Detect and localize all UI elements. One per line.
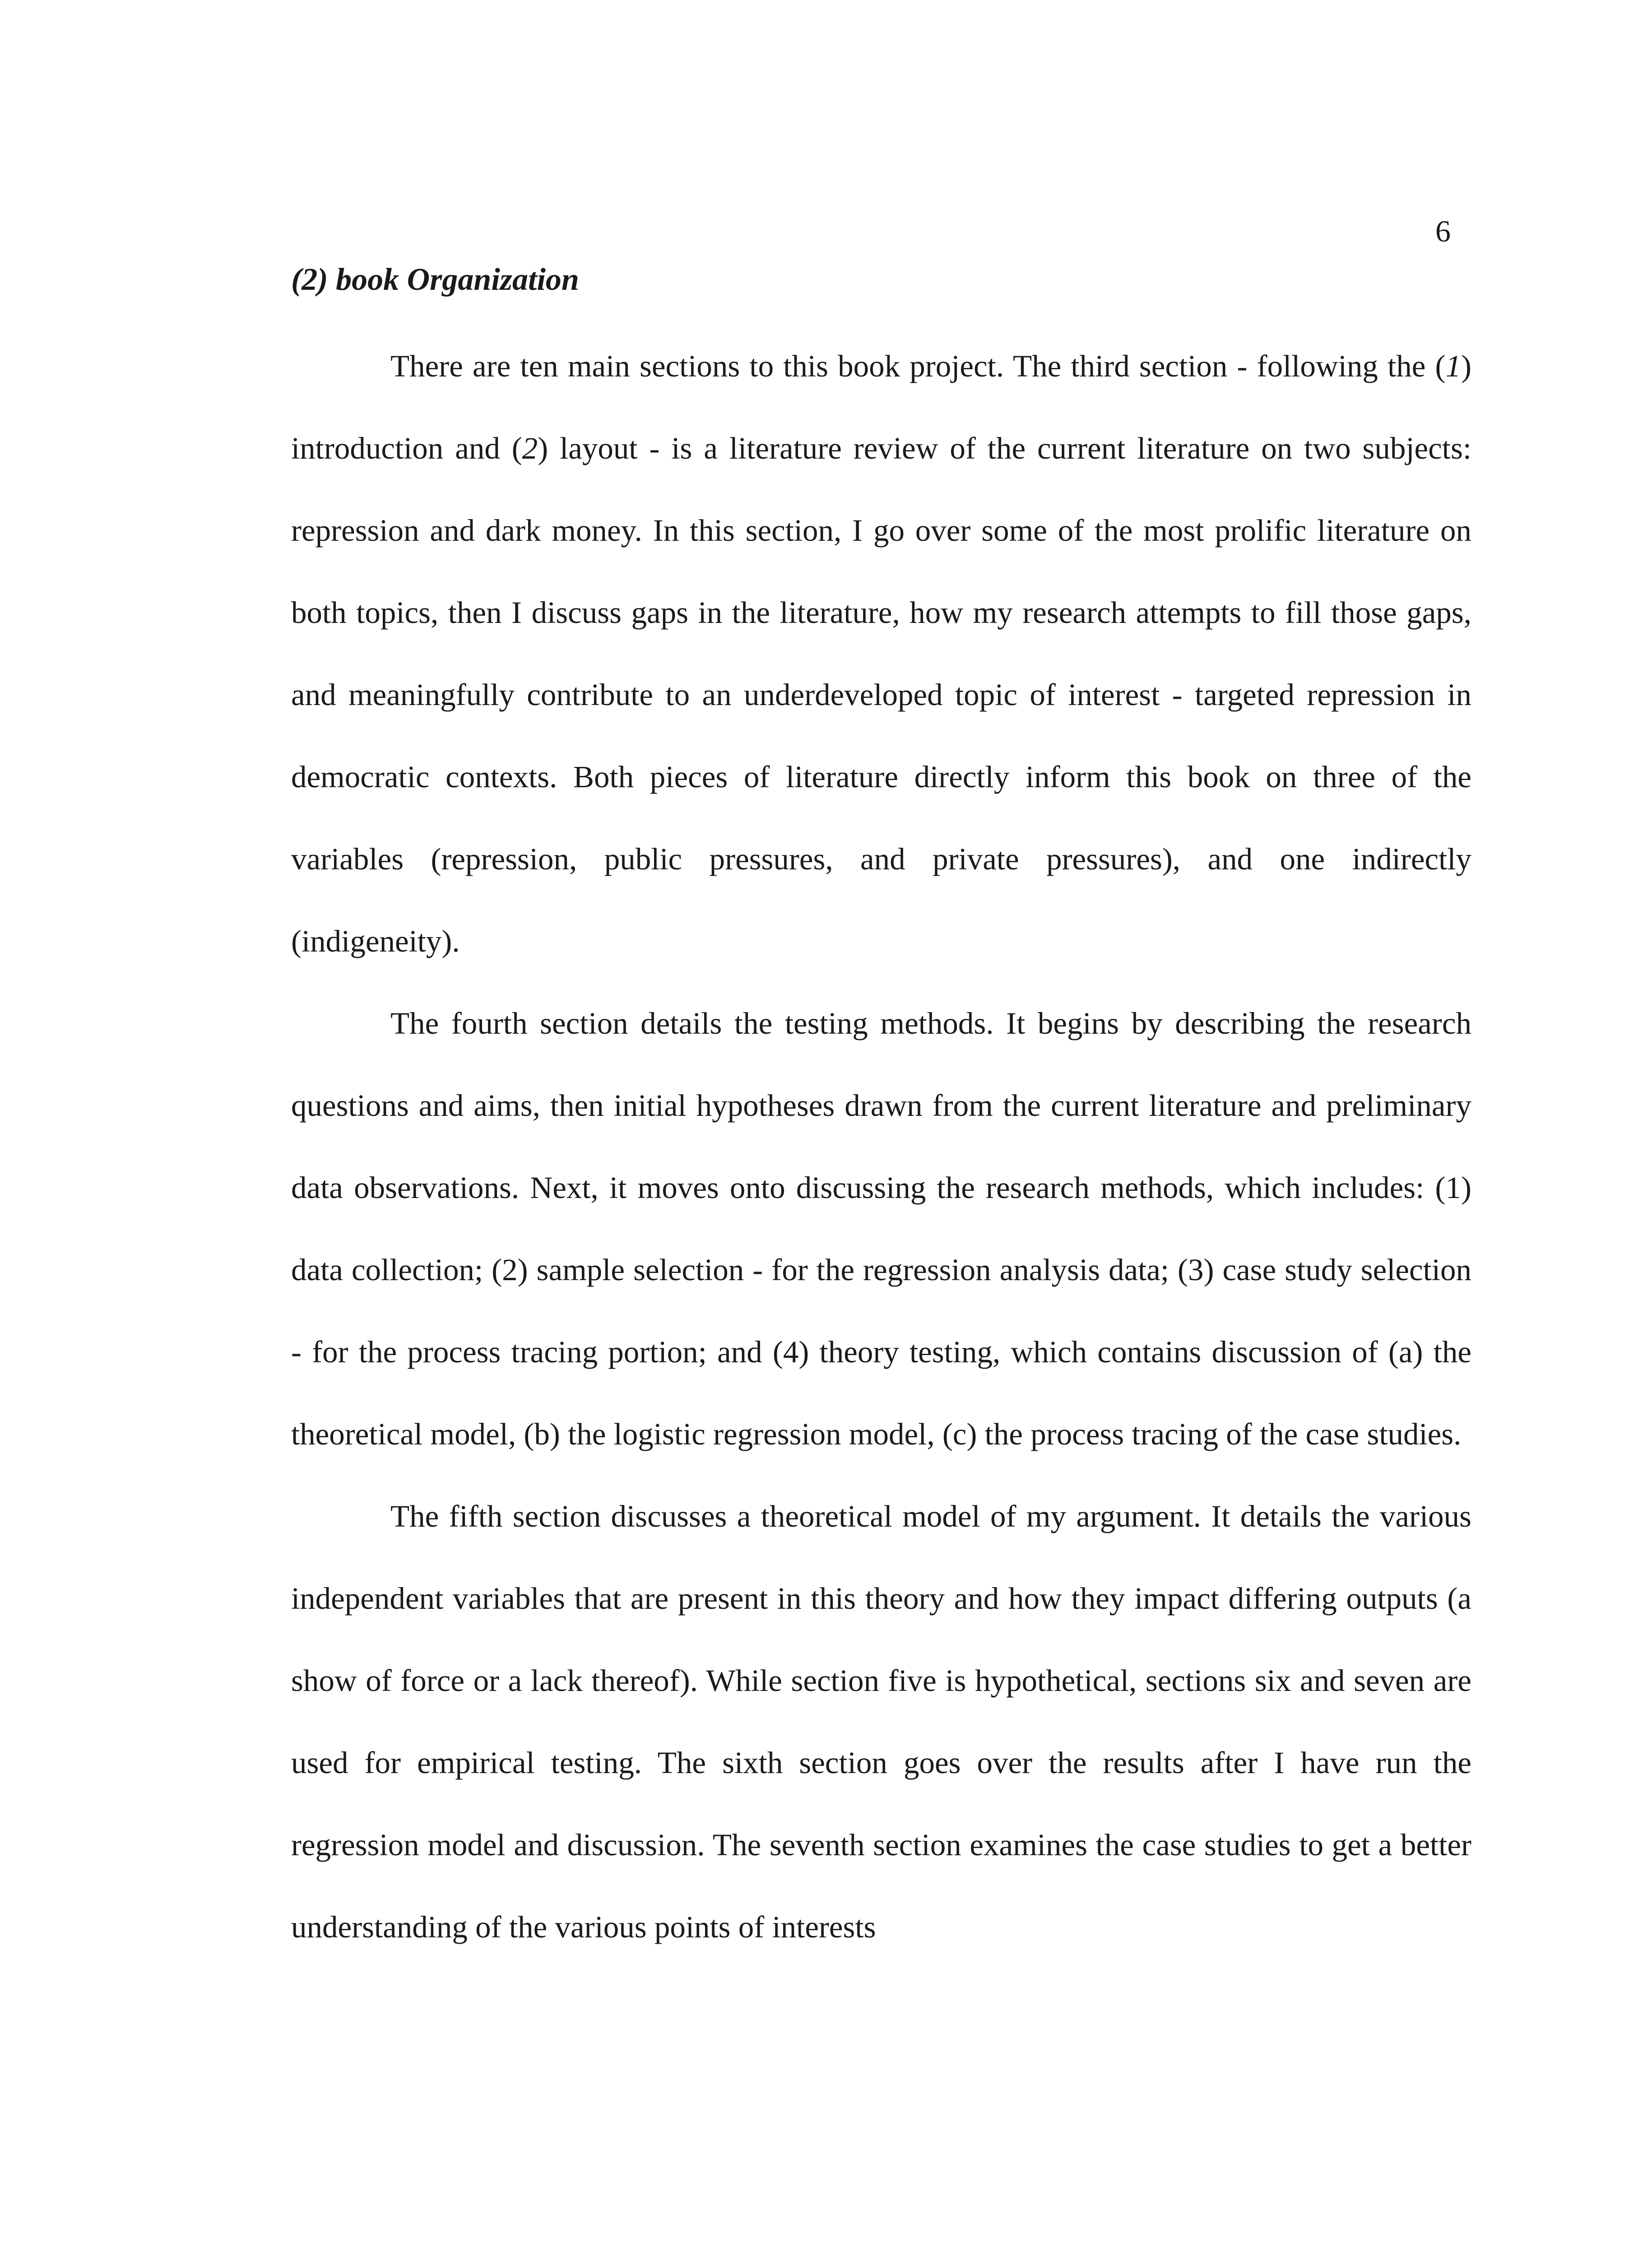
- page-content: [291, 262, 1471, 1968]
- paragraph-text-end: ) layout - is a literature review of the current literature on two subjects: repression and dark money. In this section, I go over some of the most prolific literature on both topics, then I discuss gaps in the literature, how my research attempts to fill those gaps, and meaningfully contribute to an underdeveloped topic of interest - targeted repression in democratic contexts. Both pieces of literature directly inform this book on three of the variables (repression, public pressures, and private pressures), and one indirectly (indigeneity).: [291, 431, 1471, 958]
- paragraph-theoretical-model: The fifth section discusses a theoretical model of my argument. It details the various independent variables that are present in this theory and how they impact differing outputs (a show of force or a lack thereof). While section five is hypothetical, sections six and seven are used for empirical testing. The sixth section goes over the results after I have run the regression model and discussion. The seventh section examines the case studies to get a better understanding of the various points of interests: [291, 1499, 1471, 1944]
- paragraph-sections-overview: [291, 325, 1471, 982]
- paragraph-testing-methods: The fourth section details the testing methods. It begins by describing the research questions and aims, then initial hypotheses drawn from the current literature and preliminary data observations. Next, it moves onto discussing the research methods, which includes: (1) data collection; (2) sample selection - for the regression analysis data; (3) case study selection - for the process tracing portion; and (4) theory testing, which contains discussion of (a) the theoretical model, (b) the logistic regression model, (c) the process tracing of the case studies.: [291, 1006, 1471, 1451]
- italic-number-2: 2: [522, 431, 538, 465]
- italic-number-1: 1: [1445, 349, 1462, 383]
- paragraph-text-start: There are ten main sections to this book project. The third section - following the (: [390, 349, 1446, 383]
- section-heading: (2) book Organization: [291, 262, 579, 297]
- page-number: 6: [1435, 214, 1451, 248]
- paragraph-text-middle: ) introduction and (: [291, 349, 1471, 465]
